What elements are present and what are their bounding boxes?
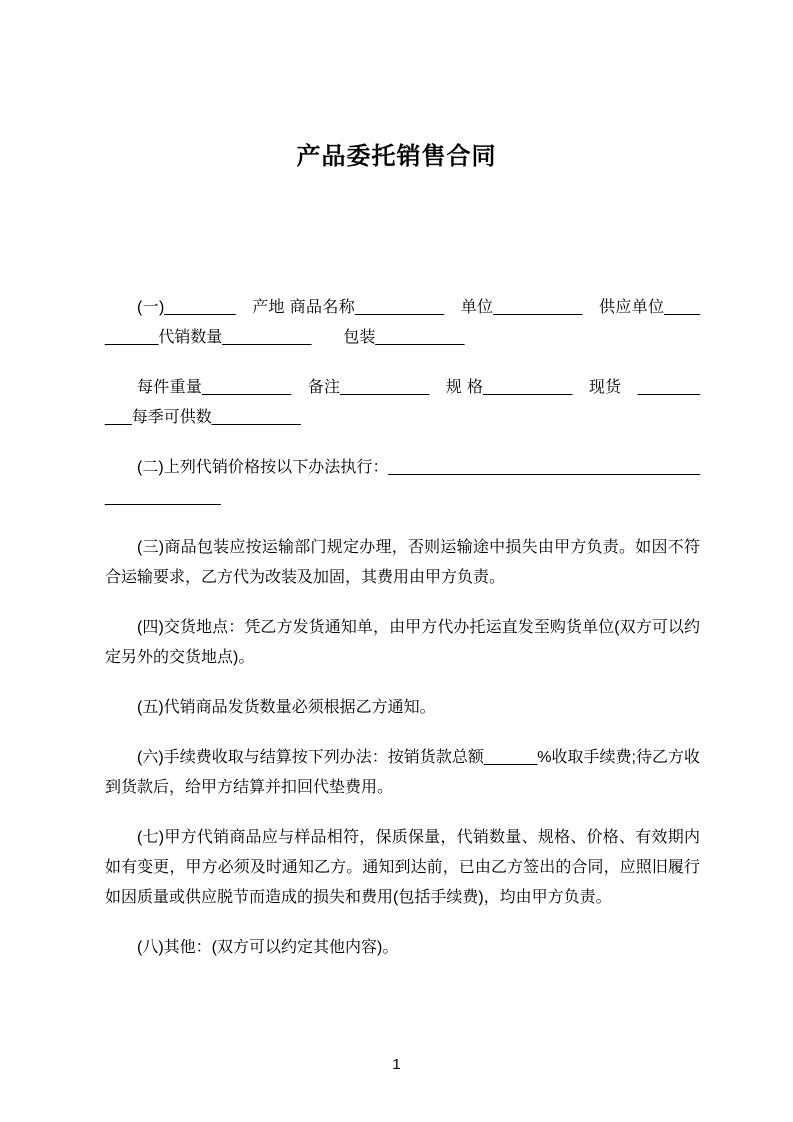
document-title: 产品委托销售合同 — [296, 143, 497, 170]
clause-other: (八)其他：(双方可以约定其他内容)。 — [137, 939, 399, 956]
clause-delivery-place: (四)交货地点：凭乙方发货通知单，由甲方代办托运直发至购货单位(双方可以约定另外的交货地点)。 — [105, 619, 700, 666]
page-number: 1 — [392, 1056, 401, 1073]
clause-weight-spec: 每件重量__________ 备注__________ 规 格__________ 现货 __________每季可供数__________ — [105, 379, 700, 426]
clause-packaging: (三)商品包装应按运输部门规定办理，否则运输途中损失由甲方负责。如因不符合运输要求，乙方代为改装及加固，其费用由甲方负责。 — [105, 539, 700, 586]
clause-commission-settlement: (六)手续费收取与结算按下列办法：按销货款总额______%收取手续费;待乙方收到货款后，给甲方结算并扣回代垫费用。 — [105, 749, 700, 796]
clause-sample-conformity: (七)甲方代销商品应与样品相符，保质保量，代销数量、规格、价格、有效期内如有变更，甲方必须及时通知乙方。通知到达前，已由乙方签出的合同，应照旧履行如因质量或供应脱节而造成的损失和费用(包括手续费)，均由甲方负责。 — [105, 829, 700, 906]
document-body — [0, 293, 793, 963]
clause-price-method: (二)上列代销价格按以下办法执行：________________________________________________ — [105, 459, 700, 506]
clause-product-info: (一)________ 产地 商品名称__________ 单位__________ 供应单位__________代销数量__________ 包装__________ — [105, 299, 700, 346]
clause-shipment-quantity: (五)代销商品发货数量必须根据乙方通知。 — [137, 699, 436, 716]
